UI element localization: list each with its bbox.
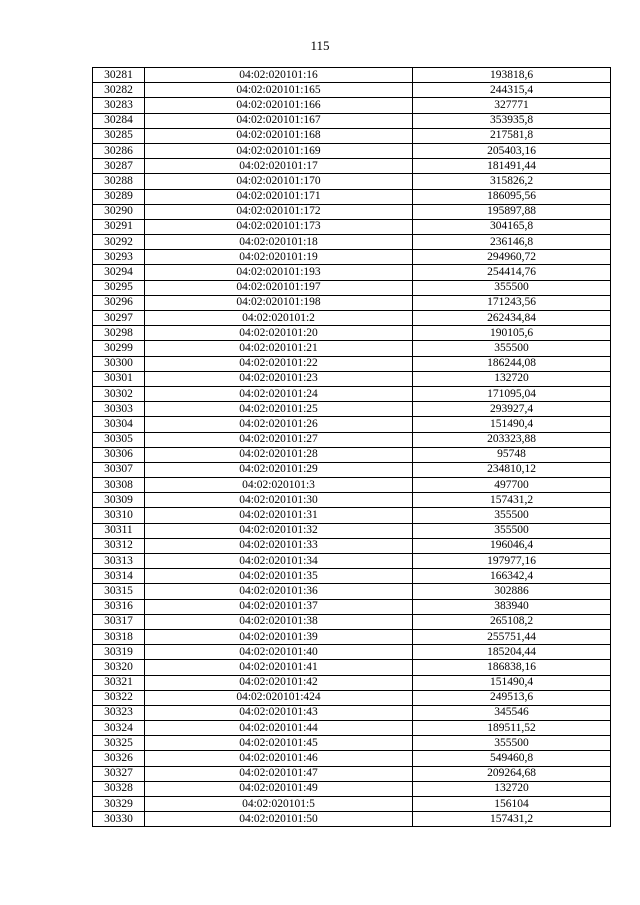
value-cell: 166342,4 [413,569,611,584]
cadastral-number-cell: 04:02:020101:25 [145,402,413,417]
value-cell: 186838,16 [413,660,611,675]
table-row [93,295,611,310]
row-number-cell: 30287 [93,159,145,174]
row-number-cell: 30315 [93,584,145,599]
value-cell: 171243,56 [413,295,611,310]
table-row [93,159,611,174]
value-cell: 315826,2 [413,174,611,189]
value-cell: 157431,2 [413,493,611,508]
cadastral-number-cell: 04:02:020101:193 [145,265,413,280]
row-number-cell: 30314 [93,569,145,584]
row-number-cell: 30328 [93,781,145,796]
value-cell: 157431,2 [413,812,611,827]
table-row [93,797,611,812]
table-body [93,68,611,827]
table-row [93,128,611,143]
row-number-cell: 30320 [93,660,145,675]
table-row [93,645,611,660]
row-number-cell: 30283 [93,98,145,113]
row-number-cell: 30285 [93,128,145,143]
row-number-cell: 30301 [93,371,145,386]
value-cell: 265108,2 [413,614,611,629]
row-number-cell: 30289 [93,189,145,204]
cadastral-number-cell: 04:02:020101:38 [145,614,413,629]
table-row [93,721,611,736]
value-cell: 193818,6 [413,68,611,83]
value-cell: 236146,8 [413,235,611,250]
value-cell: 262434,84 [413,311,611,326]
cadastral-number-cell: 04:02:020101:37 [145,599,413,614]
value-cell: 197977,16 [413,554,611,569]
table-row [93,113,611,128]
row-number-cell: 30326 [93,751,145,766]
row-number-cell: 30295 [93,280,145,295]
table-row [93,538,611,553]
table-row [93,675,611,690]
cadastral-number-cell: 04:02:020101:169 [145,143,413,158]
value-cell: 304165,8 [413,219,611,234]
value-cell: 249513,6 [413,690,611,705]
cadastral-number-cell: 04:02:020101:47 [145,766,413,781]
row-number-cell: 30286 [93,143,145,158]
value-cell: 186095,56 [413,189,611,204]
table-row [93,690,611,705]
row-number-cell: 30292 [93,235,145,250]
cadastral-number-cell: 04:02:020101:5 [145,797,413,812]
row-number-cell: 30291 [93,219,145,234]
table-row [93,447,611,462]
cadastral-number-cell: 04:02:020101:26 [145,417,413,432]
table-row [93,98,611,113]
table-row [93,83,611,98]
row-number-cell: 30329 [93,797,145,812]
row-number-cell: 30316 [93,599,145,614]
value-cell: 255751,44 [413,629,611,644]
value-cell: 353935,8 [413,113,611,128]
table-row [93,402,611,417]
row-number-cell: 30288 [93,174,145,189]
table-row [93,250,611,265]
cadastral-number-cell: 04:02:020101:32 [145,523,413,538]
cadastral-number-cell: 04:02:020101:44 [145,721,413,736]
table-row [93,705,611,720]
cadastral-number-cell: 04:02:020101:45 [145,736,413,751]
table-row [93,629,611,644]
table-row [93,189,611,204]
table-row [93,660,611,675]
row-number-cell: 30318 [93,629,145,644]
value-cell: 209264,68 [413,766,611,781]
cadastral-number-cell: 04:02:020101:30 [145,493,413,508]
table-row [93,235,611,250]
value-cell: 355500 [413,736,611,751]
row-number-cell: 30317 [93,614,145,629]
cadastral-number-cell: 04:02:020101:46 [145,751,413,766]
value-cell: 171095,04 [413,386,611,401]
cadastral-number-cell: 04:02:020101:35 [145,569,413,584]
value-cell: 302886 [413,584,611,599]
row-number-cell: 30297 [93,311,145,326]
row-number-cell: 30304 [93,417,145,432]
cadastral-number-cell: 04:02:020101:28 [145,447,413,462]
value-cell: 181491,44 [413,159,611,174]
value-cell: 185204,44 [413,645,611,660]
cadastral-number-cell: 04:02:020101:167 [145,113,413,128]
table-row [93,219,611,234]
cadastral-number-cell: 04:02:020101:43 [145,705,413,720]
cadastral-number-cell: 04:02:020101:27 [145,432,413,447]
table-row [93,265,611,280]
cadastral-number-cell: 04:02:020101:40 [145,645,413,660]
cadastral-number-cell: 04:02:020101:16 [145,68,413,83]
row-number-cell: 30309 [93,493,145,508]
value-cell: 254414,76 [413,265,611,280]
table-row [93,751,611,766]
table-row [93,554,611,569]
value-cell: 151490,4 [413,417,611,432]
table-row [93,614,611,629]
value-cell: 244315,4 [413,83,611,98]
value-cell: 355500 [413,280,611,295]
row-number-cell: 30327 [93,766,145,781]
cadastral-number-cell: 04:02:020101:171 [145,189,413,204]
cadastral-number-cell: 04:02:020101:18 [145,235,413,250]
cadastral-number-cell: 04:02:020101:424 [145,690,413,705]
cadastral-number-cell: 04:02:020101:198 [145,295,413,310]
value-cell: 345546 [413,705,611,720]
value-cell: 196046,4 [413,538,611,553]
row-number-cell: 30319 [93,645,145,660]
value-cell: 549460,8 [413,751,611,766]
row-number-cell: 30312 [93,538,145,553]
table-row [93,478,611,493]
table-row [93,68,611,83]
row-number-cell: 30321 [93,675,145,690]
row-number-cell: 30290 [93,204,145,219]
cadastral-number-cell: 04:02:020101:172 [145,204,413,219]
cadastral-number-cell: 04:02:020101:168 [145,128,413,143]
row-number-cell: 30322 [93,690,145,705]
row-number-cell: 30281 [93,68,145,83]
table-row [93,204,611,219]
value-cell: 95748 [413,447,611,462]
cadastral-number-cell: 04:02:020101:42 [145,675,413,690]
cadastral-number-cell: 04:02:020101:19 [145,250,413,265]
cadastral-number-cell: 04:02:020101:36 [145,584,413,599]
row-number-cell: 30293 [93,250,145,265]
table-row [93,371,611,386]
value-cell: 195897,88 [413,204,611,219]
row-number-cell: 30282 [93,83,145,98]
table-row [93,584,611,599]
value-cell: 186244,08 [413,356,611,371]
row-number-cell: 30310 [93,508,145,523]
value-cell: 217581,8 [413,128,611,143]
cadastral-number-cell: 04:02:020101:3 [145,478,413,493]
table-row [93,417,611,432]
row-number-cell: 30324 [93,721,145,736]
row-number-cell: 30294 [93,265,145,280]
table-row [93,280,611,295]
cadastral-number-cell: 04:02:020101:20 [145,326,413,341]
value-cell: 355500 [413,508,611,523]
table-row [93,432,611,447]
cadastral-number-cell: 04:02:020101:41 [145,660,413,675]
value-cell: 497700 [413,478,611,493]
table-row [93,386,611,401]
table-row [93,341,611,356]
row-number-cell: 30311 [93,523,145,538]
row-number-cell: 30299 [93,341,145,356]
table-row [93,766,611,781]
cadastral-number-cell: 04:02:020101:34 [145,554,413,569]
cadastral-number-cell: 04:02:020101:170 [145,174,413,189]
value-cell: 383940 [413,599,611,614]
value-cell: 294960,72 [413,250,611,265]
row-number-cell: 30305 [93,432,145,447]
table-row [93,326,611,341]
table-row [93,462,611,477]
table-row [93,356,611,371]
value-cell: 203323,88 [413,432,611,447]
row-number-cell: 30302 [93,386,145,401]
row-number-cell: 30298 [93,326,145,341]
cadastral-number-cell: 04:02:020101:21 [145,341,413,356]
row-number-cell: 30313 [93,554,145,569]
cadastral-number-cell: 04:02:020101:197 [145,280,413,295]
row-number-cell: 30307 [93,462,145,477]
value-cell: 132720 [413,781,611,796]
row-number-cell: 30296 [93,295,145,310]
row-number-cell: 30330 [93,812,145,827]
value-cell: 293927,4 [413,402,611,417]
value-cell: 355500 [413,523,611,538]
cadastral-number-cell: 04:02:020101:24 [145,386,413,401]
cadastral-number-cell: 04:02:020101:39 [145,629,413,644]
value-cell: 327771 [413,98,611,113]
data-table-container [92,67,610,827]
value-cell: 190105,6 [413,326,611,341]
cadastral-number-cell: 04:02:020101:29 [145,462,413,477]
value-cell: 355500 [413,341,611,356]
table-row [93,523,611,538]
value-cell: 234810,12 [413,462,611,477]
table-row [93,781,611,796]
cadastral-number-cell: 04:02:020101:23 [145,371,413,386]
table-row [93,174,611,189]
cadastral-number-cell: 04:02:020101:31 [145,508,413,523]
table-row [93,599,611,614]
table-row [93,311,611,326]
row-number-cell: 30303 [93,402,145,417]
value-cell: 189511,52 [413,721,611,736]
cadastral-number-cell: 04:02:020101:49 [145,781,413,796]
cadastral-number-cell: 04:02:020101:33 [145,538,413,553]
table-row [93,736,611,751]
cadastral-number-cell: 04:02:020101:17 [145,159,413,174]
cadastral-number-cell: 04:02:020101:173 [145,219,413,234]
cadastral-number-cell: 04:02:020101:22 [145,356,413,371]
table-row [93,143,611,158]
value-cell: 205403,16 [413,143,611,158]
table-row [93,569,611,584]
value-cell: 156104 [413,797,611,812]
row-number-cell: 30306 [93,447,145,462]
row-number-cell: 30325 [93,736,145,751]
row-number-cell: 30284 [93,113,145,128]
cadastral-number-cell: 04:02:020101:165 [145,83,413,98]
value-cell: 132720 [413,371,611,386]
page-number: 115 [310,38,330,53]
cadastral-value-table [92,67,611,827]
row-number-cell: 30323 [93,705,145,720]
row-number-cell: 30308 [93,478,145,493]
table-row [93,508,611,523]
table-row [93,812,611,827]
cadastral-number-cell: 04:02:020101:50 [145,812,413,827]
cadastral-number-cell: 04:02:020101:166 [145,98,413,113]
row-number-cell: 30300 [93,356,145,371]
table-row [93,493,611,508]
cadastral-number-cell: 04:02:020101:2 [145,311,413,326]
value-cell: 151490,4 [413,675,611,690]
